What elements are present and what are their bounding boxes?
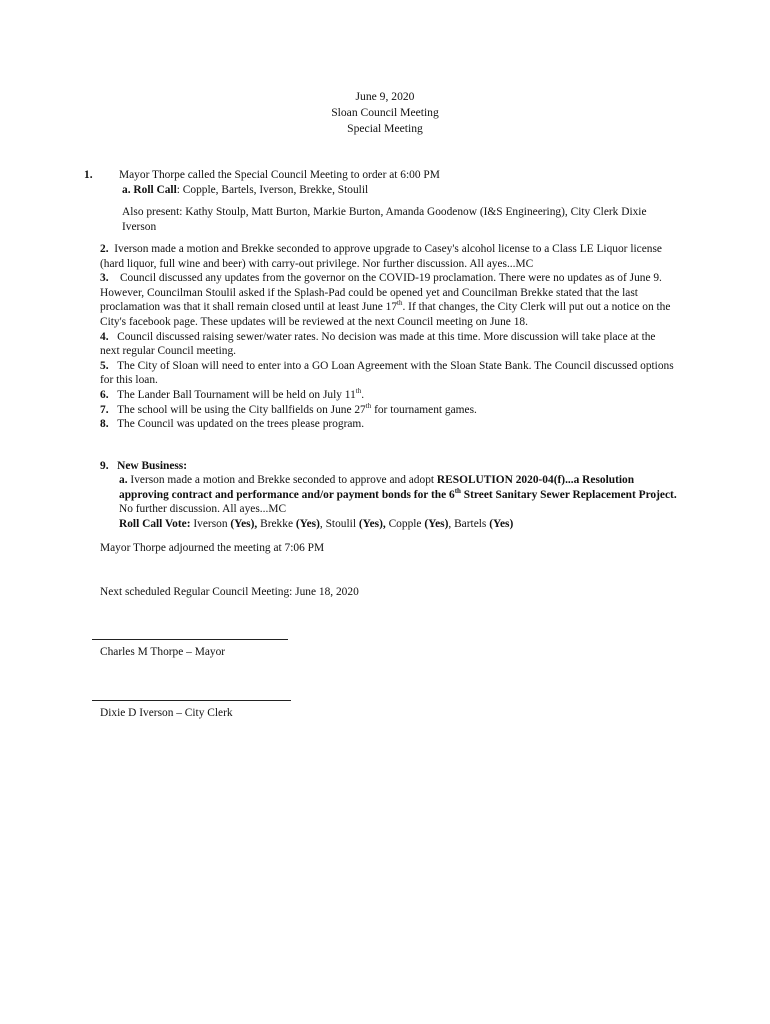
document-subtitle: Special Meeting: [347, 122, 423, 135]
item-1-text: Mayor Thorpe called the Special Council Meeting to order at 6:00 PM: [119, 169, 440, 181]
mayor-signature-name: Charles M Thorpe – Mayor: [100, 646, 226, 658]
next-meeting: Next scheduled Regular Council Meeting: June 18, 2020: [100, 586, 359, 598]
item-7: 7. The school will be using the City ballfields on June 27th for tournament games.: [100, 401, 477, 416]
item-1-number: 1.: [84, 169, 93, 181]
item-9-heading: 9. New Business:: [100, 460, 188, 472]
clerk-signature-name: Dixie D Iverson – City Clerk: [100, 707, 233, 719]
roll-call: a. Roll Call: Copple, Bartels, Iverson, Brekke, Stoulil: [122, 184, 369, 196]
also-present: Also present: Kathy Stoulp, Matt Burton, Markie Burton, Amanda Goodenow (I&S Engineering), City Clerk Dixie Iverson: [122, 206, 647, 233]
item-4: 4. Council discussed raising sewer/water rates. No decision was made at this time. More discussion will take place at the next regular Council meeting.: [100, 330, 656, 358]
items-2-8: [100, 242, 676, 432]
item-2: 2. Iverson made a motion and Brekke seconded to approve upgrade to Casey's alcohol license to a Class LE Liquor license (hard liquor, full wine and beer) with carry-out privilege. Nor further discussion. All ayes...MC: [100, 243, 662, 270]
document-header: [0, 89, 770, 137]
roll-call-vote: Roll Call Vote: Iverson (Yes), Brekke (Yes), Stoulil (Yes), Copple (Yes), Bartels (Yes): [119, 517, 514, 530]
item-3: 3. Council discussed any updates from the governor on the COVID-19 proclamation. There were no updates as of June 9. However, Councilman Stoulil asked if the Splash-Pad could be opened yet and Councilman Brekke stated that the last proclamation was that it shall remain closed until at least June 17th. If that changes, the City Clerk will put out a notice on the City's facebook page. These updates will be reviewed at the next Council meeting on June 18.: [100, 272, 671, 328]
mayor-signature-line: [92, 639, 288, 640]
adjournment: Mayor Thorpe adjourned the meeting at 7:06 PM: [100, 542, 325, 554]
meeting-date: June 9, 2020: [355, 90, 415, 103]
item-5: 5. The City of Sloan will need to enter into a GO Loan Agreement with the Sloan State Bank. The Council discussed options for this loan.: [100, 359, 674, 387]
item-8: 8. The Council was updated on the trees please program.: [100, 418, 365, 431]
item-6: 6. The Lander Ball Tournament will be held on July 11th.: [100, 387, 365, 401]
clerk-signature-line: [92, 700, 291, 701]
document-title: Sloan Council Meeting: [331, 106, 439, 119]
item-9a: a. Iverson made a motion and Brekke seconded to approve and adopt RESOLUTION 2020-04(f)...a Resolution approving contract and performance and/or payment bonds for the 6th Street Sanitary Sewer Replacement Project. No further discussion. All ayes...MC Roll Call Vote: Iverson (Yes), Brekke (Yes), Stoulil (Yes), Copple (Yes), Bartels (Yes): [119, 474, 677, 530]
